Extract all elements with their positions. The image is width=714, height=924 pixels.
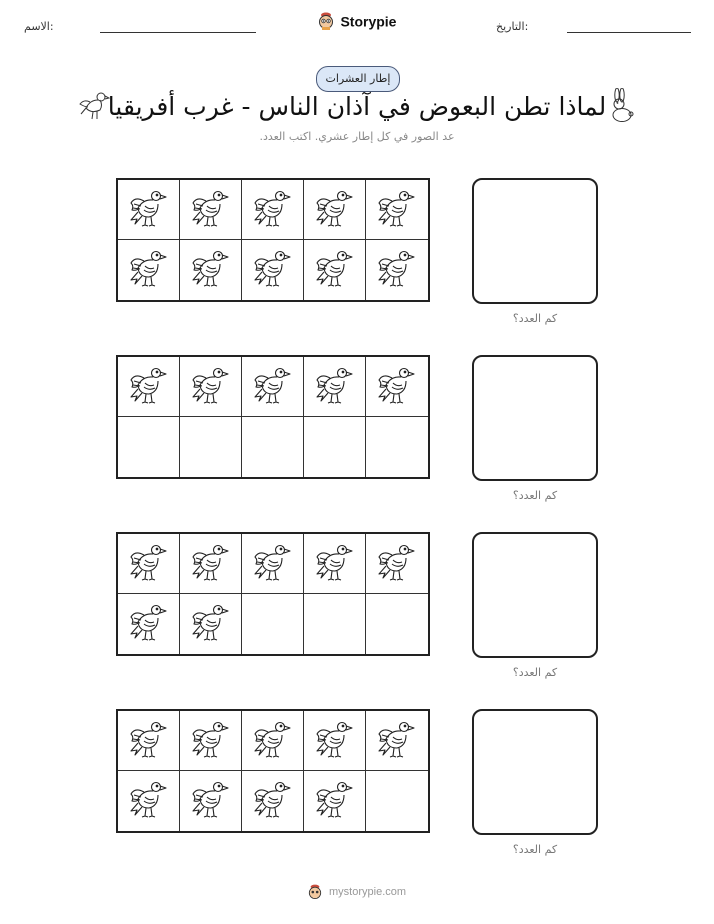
bird-icon	[313, 540, 357, 588]
ten-frame-cell	[180, 711, 242, 771]
bird-icon	[313, 717, 357, 765]
ten-frame-cell	[118, 594, 180, 654]
bird-icon	[127, 363, 171, 411]
ten-frame	[116, 355, 430, 479]
bird-icon	[127, 717, 171, 765]
ten-frame-cell	[366, 771, 428, 831]
ten-frame	[116, 709, 430, 833]
how-many-prompt: كم العدد؟	[512, 666, 558, 679]
name-label: الاسم:	[24, 20, 54, 33]
footer-url: mystorypie.com	[329, 886, 407, 898]
ten-frame-cell	[366, 534, 428, 594]
ten-frame-cell	[242, 180, 304, 240]
answer-box[interactable]	[472, 709, 598, 835]
footer	[0, 884, 714, 900]
bird-icon	[189, 600, 233, 648]
bird-icon	[189, 717, 233, 765]
ten-frame-cell	[366, 711, 428, 771]
ten-frame	[116, 532, 430, 656]
bird-icon	[189, 363, 233, 411]
storypie-logo-icon	[318, 12, 334, 30]
ten-frame-cell	[366, 180, 428, 240]
bird-icon	[313, 246, 357, 294]
ten-frame-cell	[180, 594, 242, 654]
bird-icon	[375, 717, 419, 765]
bird-icon	[375, 186, 419, 234]
ten-frame-cell	[118, 180, 180, 240]
how-many-prompt: كم العدد؟	[512, 312, 558, 325]
ten-frame-cell	[304, 534, 366, 594]
ten-frame-cell	[242, 711, 304, 771]
bird-icon	[251, 363, 295, 411]
bird-icon	[313, 777, 357, 825]
bird-icon	[189, 777, 233, 825]
bird-icon	[127, 186, 171, 234]
brand-logo	[0, 12, 714, 30]
ten-frame-cell	[242, 771, 304, 831]
name-line[interactable]	[100, 32, 256, 33]
page-title: لماذا تطن البعوض في آذان الناس - غرب أفريقيا	[107, 92, 607, 121]
ten-frame-cell	[118, 357, 180, 417]
ten-frame-cell	[304, 711, 366, 771]
bird-icon	[251, 717, 295, 765]
ten-frame-cell	[118, 711, 180, 771]
ten-frame-cell	[304, 594, 366, 654]
ten-frame	[116, 178, 430, 302]
ten-frame-cell	[304, 771, 366, 831]
bird-icon	[127, 600, 171, 648]
bird-icon	[251, 246, 295, 294]
bird-icon	[127, 777, 171, 825]
ten-frame-cell	[118, 417, 180, 477]
bird-icon	[78, 90, 110, 122]
ten-frame-cell	[180, 357, 242, 417]
ten-frame-cell	[118, 771, 180, 831]
answer-box[interactable]	[472, 355, 598, 481]
bird-icon	[189, 540, 233, 588]
bird-icon	[189, 246, 233, 294]
answer-box[interactable]	[472, 532, 598, 658]
ten-frame-cell	[118, 240, 180, 300]
bird-icon	[375, 246, 419, 294]
bird-icon	[313, 363, 357, 411]
ten-frame-cell	[180, 771, 242, 831]
bird-icon	[127, 246, 171, 294]
bird-icon	[251, 186, 295, 234]
ten-frame-cell	[242, 534, 304, 594]
date-label: التاريخ:	[496, 20, 529, 33]
ten-frame-cell	[366, 357, 428, 417]
ten-frame-cell	[366, 594, 428, 654]
ten-frame-cell	[242, 357, 304, 417]
how-many-prompt: كم العدد؟	[512, 843, 558, 856]
ten-frame-cell	[242, 240, 304, 300]
ten-frame-cell	[366, 240, 428, 300]
brand-name: Storypie	[340, 13, 397, 30]
bird-icon	[127, 540, 171, 588]
bird-icon	[251, 540, 295, 588]
date-line[interactable]	[567, 32, 691, 33]
ten-frame-cell	[180, 240, 242, 300]
ten-frame-cell	[304, 240, 366, 300]
ten-frame-cell	[118, 534, 180, 594]
worksheet-type-badge: إطار العشرات	[316, 66, 400, 92]
ten-frame-cell	[180, 180, 242, 240]
bird-icon	[189, 186, 233, 234]
bird-icon	[375, 363, 419, 411]
ten-frame-cell	[180, 417, 242, 477]
ten-frame-cell	[242, 417, 304, 477]
ten-frame-cell	[304, 180, 366, 240]
ten-frame-cell	[366, 417, 428, 477]
ten-frame-cell	[180, 534, 242, 594]
instructions: عد الصور في كل إطار عشري. اكتب العدد.	[259, 130, 455, 143]
bird-icon	[251, 777, 295, 825]
ten-frame-cell	[242, 594, 304, 654]
ten-frame-cell	[304, 417, 366, 477]
ten-frame-cell	[304, 357, 366, 417]
answer-box[interactable]	[472, 178, 598, 304]
storypie-logo-icon	[308, 884, 322, 900]
how-many-prompt: كم العدد؟	[512, 489, 558, 502]
bird-icon	[375, 540, 419, 588]
bird-icon	[313, 186, 357, 234]
